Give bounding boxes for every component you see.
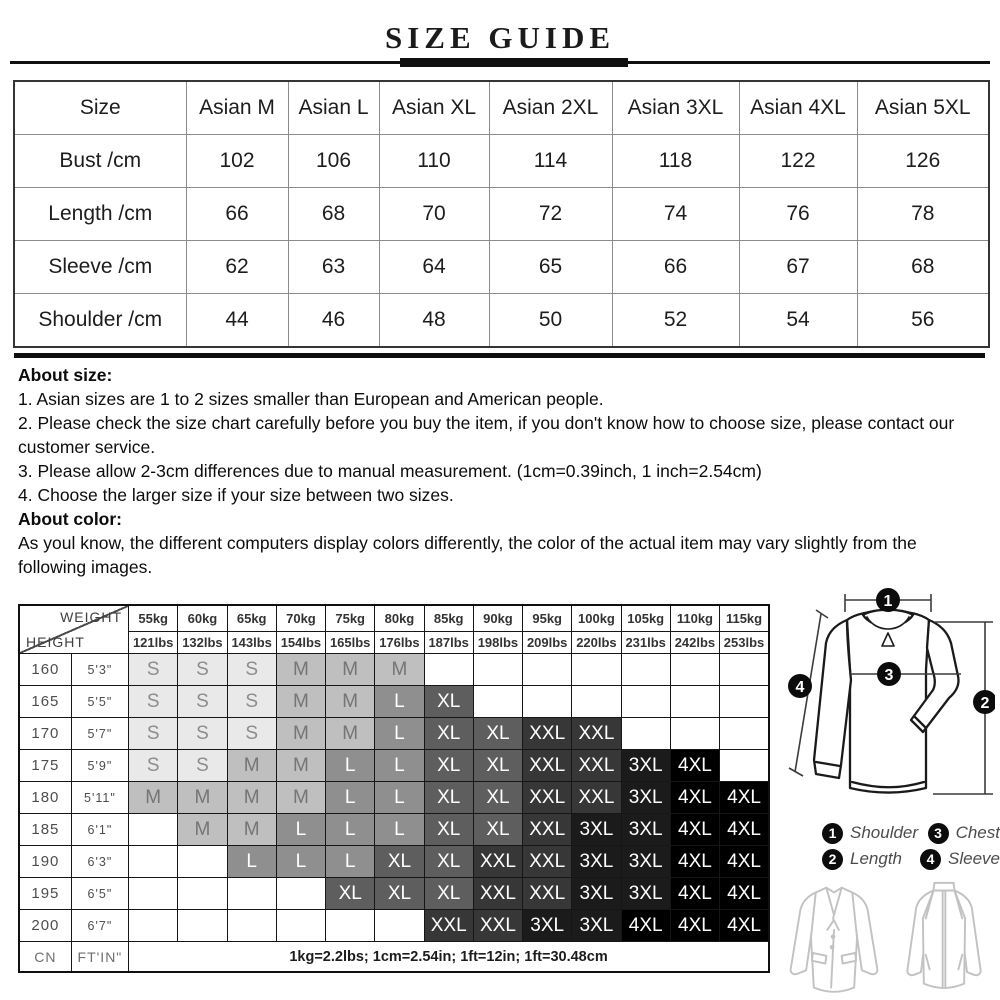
matrix-height-ft: 5'3" xyxy=(71,654,128,686)
matrix-size-cell: 4XL xyxy=(670,910,719,942)
matrix-size-cell xyxy=(670,654,719,686)
matrix-weight-lbs-header: 231lbs xyxy=(621,632,670,654)
matrix-size-cell: 4XL xyxy=(670,782,719,814)
matrix-weight-lbs-header: 220lbs xyxy=(572,632,621,654)
matrix-weight-kg-header: 80kg xyxy=(375,605,424,632)
matrix-size-cell: XL xyxy=(424,782,473,814)
matrix-size-cell: XL xyxy=(424,846,473,878)
size-table-cell: 118 xyxy=(612,135,739,188)
matrix-size-cell xyxy=(473,654,522,686)
about-heading: About color: xyxy=(18,509,123,529)
matrix-footer-row xyxy=(19,942,769,973)
matrix-size-cell xyxy=(572,686,621,718)
size-table-row-label: Sleeve /cm xyxy=(14,241,186,294)
size-table-cell: 70 xyxy=(379,188,489,241)
matrix-row xyxy=(19,654,769,686)
matrix-size-cell: 4XL xyxy=(720,910,769,942)
matrix-size-cell xyxy=(572,654,621,686)
about-line: As youl know, the different computers display colors differently, the color of the actual item may vary slightly from the following images. xyxy=(18,533,917,577)
size-table-row xyxy=(14,241,989,294)
matrix-size-cell: XXL xyxy=(523,878,572,910)
matrix-size-cell: 3XL xyxy=(621,750,670,782)
matrix-size-cell: M xyxy=(178,814,227,846)
matrix-size-cell: XXL xyxy=(523,782,572,814)
about-line: 4. Choose the larger size if your size between two sizes. xyxy=(18,485,454,505)
matrix-corner-weight-label: WEIGHT xyxy=(60,609,123,625)
legend-label: Shoulder xyxy=(850,823,919,842)
matrix-size-cell: XL xyxy=(424,750,473,782)
size-table-row-label: Bust /cm xyxy=(14,135,186,188)
matrix-weight-lbs-header: 121lbs xyxy=(129,632,178,654)
matrix-size-cell xyxy=(720,686,769,718)
matrix-size-cell: S xyxy=(178,750,227,782)
matrix-size-cell xyxy=(720,718,769,750)
matrix-weight-lbs-header: 242lbs xyxy=(670,632,719,654)
legend-item xyxy=(822,823,928,844)
legend-label: Length xyxy=(850,849,902,868)
matrix-size-cell: M xyxy=(129,782,178,814)
matrix-size-cell: S xyxy=(227,654,276,686)
jacket-sketches xyxy=(778,880,1000,1000)
matrix-height-cm: 185 xyxy=(19,814,71,846)
svg-text:4: 4 xyxy=(795,678,805,696)
matrix-size-cell: XL xyxy=(473,750,522,782)
zip-jacket-icon xyxy=(896,880,992,1000)
matrix-footer-ftin: FT'IN" xyxy=(71,942,128,973)
matrix-size-cell: S xyxy=(178,654,227,686)
measurement-diagram-column xyxy=(778,586,1000,1000)
svg-text:3: 3 xyxy=(884,666,894,684)
size-table-cell: 63 xyxy=(288,241,379,294)
matrix-size-cell: L xyxy=(375,750,424,782)
matrix-weight-kg-header: 70kg xyxy=(276,605,325,632)
matrix-size-cell: L xyxy=(326,814,375,846)
matrix-size-cell xyxy=(276,910,325,942)
matrix-size-cell xyxy=(720,654,769,686)
matrix-height-ft: 5'11" xyxy=(71,782,128,814)
matrix-size-cell xyxy=(473,686,522,718)
svg-text:2: 2 xyxy=(980,694,990,712)
matrix-weight-lbs-header: 143lbs xyxy=(227,632,276,654)
size-table-column-header: Asian 2XL xyxy=(489,81,612,135)
size-table-header-row xyxy=(14,81,989,135)
matrix-size-cell: 4XL xyxy=(670,878,719,910)
matrix-size-cell xyxy=(424,654,473,686)
matrix-size-cell: 3XL xyxy=(572,814,621,846)
size-table-cell: 48 xyxy=(379,294,489,348)
title-underline-thick xyxy=(400,58,628,67)
matrix-size-cell: M xyxy=(276,654,325,686)
size-table-column-header: Asian XL xyxy=(379,81,489,135)
matrix-size-cell xyxy=(621,686,670,718)
matrix-lbs-header-row xyxy=(19,632,769,654)
matrix-weight-lbs-header: 132lbs xyxy=(178,632,227,654)
legend-item xyxy=(822,849,920,870)
legend-label: Sleeve xyxy=(948,849,1000,868)
matrix-size-cell: XXL xyxy=(473,846,522,878)
matrix-size-cell: L xyxy=(375,782,424,814)
height-weight-matrix xyxy=(18,604,770,973)
size-table-cell: 72 xyxy=(489,188,612,241)
matrix-size-cell: S xyxy=(178,718,227,750)
matrix-size-cell: 4XL xyxy=(720,846,769,878)
size-table-cell: 50 xyxy=(489,294,612,348)
matrix-size-cell: XXL xyxy=(424,910,473,942)
size-table-cell: 78 xyxy=(857,188,989,241)
matrix-corner-cell xyxy=(19,605,129,654)
legend-label: Chest xyxy=(955,823,1000,842)
matrix-weight-kg-header: 60kg xyxy=(178,605,227,632)
legend-number-badge: 4 xyxy=(920,849,941,870)
matrix-size-cell xyxy=(670,686,719,718)
matrix-size-cell xyxy=(178,910,227,942)
size-table-cell: 76 xyxy=(739,188,857,241)
matrix-height-cm: 160 xyxy=(19,654,71,686)
matrix-size-cell: L xyxy=(375,718,424,750)
matrix-height-cm: 195 xyxy=(19,878,71,910)
matrix-size-cell xyxy=(375,910,424,942)
size-table-column-header: Asian L xyxy=(288,81,379,135)
matrix-size-cell: XL xyxy=(375,846,424,878)
size-table-cell: 54 xyxy=(739,294,857,348)
size-table-cell: 102 xyxy=(186,135,288,188)
size-table-cell: 114 xyxy=(489,135,612,188)
matrix-size-cell: 3XL xyxy=(572,878,621,910)
matrix-size-cell xyxy=(523,654,572,686)
matrix-size-cell: M xyxy=(276,782,325,814)
svg-text:1: 1 xyxy=(883,592,893,610)
size-table-column-header: Asian 5XL xyxy=(857,81,989,135)
matrix-row xyxy=(19,846,769,878)
size-table-row xyxy=(14,188,989,241)
matrix-size-cell: L xyxy=(276,846,325,878)
matrix-size-cell: 4XL xyxy=(621,910,670,942)
matrix-size-cell: 4XL xyxy=(670,846,719,878)
page-title: SIZE GUIDE xyxy=(384,20,616,55)
about-line: 3. Please allow 2-3cm differences due to manual measurement. (1cm=0.39inch, 1 inch=2.54cm) xyxy=(18,461,762,481)
matrix-size-cell: 3XL xyxy=(621,878,670,910)
size-table-cell: 122 xyxy=(739,135,857,188)
matrix-size-cell: M xyxy=(227,782,276,814)
matrix-size-cell: M xyxy=(276,686,325,718)
matrix-size-cell: XXL xyxy=(523,814,572,846)
matrix-size-cell: XL xyxy=(473,782,522,814)
matrix-size-cell: 3XL xyxy=(621,782,670,814)
legend-number-badge: 3 xyxy=(928,823,949,844)
matrix-size-cell: XXL xyxy=(523,846,572,878)
legend-number-badge: 1 xyxy=(822,823,843,844)
matrix-weight-kg-header: 95kg xyxy=(523,605,572,632)
matrix-weight-kg-header: 90kg xyxy=(473,605,522,632)
matrix-height-ft: 6'5" xyxy=(71,878,128,910)
matrix-size-cell: L xyxy=(227,846,276,878)
about-text-block xyxy=(18,363,986,579)
matrix-weight-kg-header: 110kg xyxy=(670,605,719,632)
size-table xyxy=(13,80,990,348)
size-table-cell: 67 xyxy=(739,241,857,294)
size-table-column-header: Asian 3XL xyxy=(612,81,739,135)
matrix-size-cell: 3XL xyxy=(523,910,572,942)
matrix-height-cm: 175 xyxy=(19,750,71,782)
matrix-size-cell: 4XL xyxy=(720,782,769,814)
matrix-size-cell: S xyxy=(227,718,276,750)
blazer-icon xyxy=(786,880,882,1000)
matrix-row xyxy=(19,910,769,942)
matrix-size-cell: XXL xyxy=(572,750,621,782)
size-table-row-label: Shoulder /cm xyxy=(14,294,186,348)
size-table-column-header: Asian M xyxy=(186,81,288,135)
matrix-size-cell xyxy=(129,846,178,878)
matrix-size-cell xyxy=(523,686,572,718)
matrix-height-ft: 6'7" xyxy=(71,910,128,942)
matrix-weight-kg-header: 105kg xyxy=(621,605,670,632)
matrix-weight-lbs-header: 176lbs xyxy=(375,632,424,654)
matrix-size-cell: XXL xyxy=(473,910,522,942)
matrix-size-cell xyxy=(129,878,178,910)
matrix-height-cm: 180 xyxy=(19,782,71,814)
matrix-size-cell: 4XL xyxy=(670,750,719,782)
matrix-weight-lbs-header: 154lbs xyxy=(276,632,325,654)
size-table-cell: 68 xyxy=(288,188,379,241)
matrix-weight-lbs-header: 187lbs xyxy=(424,632,473,654)
matrix-size-cell: XL xyxy=(424,718,473,750)
matrix-size-cell: M xyxy=(375,654,424,686)
matrix-size-cell xyxy=(670,718,719,750)
matrix-kg-header-row xyxy=(19,605,769,632)
matrix-size-cell xyxy=(227,878,276,910)
size-table-column-header: Asian 4XL xyxy=(739,81,857,135)
size-table-row-label: Length /cm xyxy=(14,188,186,241)
matrix-weight-lbs-header: 253lbs xyxy=(720,632,769,654)
legend-number-badge: 2 xyxy=(822,849,843,870)
matrix-row xyxy=(19,750,769,782)
size-table-row xyxy=(14,294,989,348)
matrix-size-cell xyxy=(129,814,178,846)
about-line: 1. Asian sizes are 1 to 2 sizes smaller than European and American people. xyxy=(18,389,604,409)
matrix-size-cell xyxy=(326,910,375,942)
matrix-height-ft: 5'7" xyxy=(71,718,128,750)
matrix-size-cell: S xyxy=(227,686,276,718)
size-table-cell: 44 xyxy=(186,294,288,348)
size-table-row xyxy=(14,135,989,188)
matrix-row xyxy=(19,814,769,846)
matrix-size-cell: XL xyxy=(473,814,522,846)
matrix-size-cell: M xyxy=(227,750,276,782)
matrix-size-cell: 4XL xyxy=(720,814,769,846)
matrix-size-cell xyxy=(178,878,227,910)
matrix-weight-kg-header: 100kg xyxy=(572,605,621,632)
matrix-weight-kg-header: 55kg xyxy=(129,605,178,632)
matrix-size-cell: L xyxy=(326,782,375,814)
matrix-size-cell: M xyxy=(276,750,325,782)
legend-row xyxy=(822,846,1000,872)
matrix-size-cell: M xyxy=(276,718,325,750)
matrix-size-cell: 4XL xyxy=(670,814,719,846)
matrix-size-cell: S xyxy=(178,686,227,718)
matrix-row xyxy=(19,686,769,718)
legend-item xyxy=(928,823,1000,844)
matrix-size-cell: 3XL xyxy=(572,846,621,878)
size-table-cell: 56 xyxy=(857,294,989,348)
matrix-size-cell: XL xyxy=(424,814,473,846)
matrix-height-cm: 165 xyxy=(19,686,71,718)
matrix-weight-kg-header: 85kg xyxy=(424,605,473,632)
matrix-size-cell: XXL xyxy=(473,878,522,910)
matrix-size-cell: S xyxy=(129,718,178,750)
matrix-height-cm: 170 xyxy=(19,718,71,750)
size-table-cell: 126 xyxy=(857,135,989,188)
matrix-size-cell: M xyxy=(326,686,375,718)
matrix-size-cell xyxy=(276,878,325,910)
matrix-size-cell: 3XL xyxy=(621,846,670,878)
matrix-size-cell xyxy=(129,910,178,942)
size-table-cell: 68 xyxy=(857,241,989,294)
matrix-size-cell: M xyxy=(227,814,276,846)
matrix-row xyxy=(19,782,769,814)
matrix-size-cell: M xyxy=(326,654,375,686)
matrix-size-cell: M xyxy=(326,718,375,750)
matrix-size-cell: L xyxy=(375,686,424,718)
matrix-size-cell: XL xyxy=(424,878,473,910)
matrix-size-cell xyxy=(227,910,276,942)
matrix-size-cell: L xyxy=(276,814,325,846)
matrix-size-cell: XXL xyxy=(523,718,572,750)
matrix-size-cell: L xyxy=(326,750,375,782)
matrix-weight-lbs-header: 209lbs xyxy=(523,632,572,654)
matrix-size-cell xyxy=(621,718,670,750)
matrix-row xyxy=(19,878,769,910)
matrix-height-ft: 5'9" xyxy=(71,750,128,782)
matrix-weight-kg-header: 65kg xyxy=(227,605,276,632)
matrix-size-cell xyxy=(621,654,670,686)
size-table-column-header: Size xyxy=(14,81,186,135)
matrix-size-cell: XL xyxy=(326,878,375,910)
measure-legend xyxy=(822,820,1000,872)
matrix-size-cell: 3XL xyxy=(621,814,670,846)
matrix-weight-lbs-header: 198lbs xyxy=(473,632,522,654)
matrix-size-cell: S xyxy=(129,654,178,686)
size-table-cell: 52 xyxy=(612,294,739,348)
matrix-weight-kg-header: 75kg xyxy=(326,605,375,632)
size-table-cell: 66 xyxy=(186,188,288,241)
matrix-size-cell: S xyxy=(129,750,178,782)
matrix-height-ft: 6'3" xyxy=(71,846,128,878)
matrix-size-cell: M xyxy=(178,782,227,814)
matrix-size-cell: XXL xyxy=(572,718,621,750)
matrix-corner-height-label: HEIGHT xyxy=(26,634,85,650)
matrix-size-cell: XXL xyxy=(523,750,572,782)
sweatshirt-left-sleeve xyxy=(814,620,851,778)
sweatshirt-measure-diagram xyxy=(783,586,995,818)
size-table-cell: 46 xyxy=(288,294,379,348)
matrix-height-ft: 6'1" xyxy=(71,814,128,846)
size-table-cell: 74 xyxy=(612,188,739,241)
about-line: 2. Please check the size chart carefully before you buy the item, if you don't know how to choose size, please contact our customer service. xyxy=(18,413,955,457)
about-heading: About size: xyxy=(18,365,113,385)
matrix-weight-lbs-header: 165lbs xyxy=(326,632,375,654)
legend-row xyxy=(822,820,1000,846)
size-table-cell: 106 xyxy=(288,135,379,188)
matrix-footer-cn: CN xyxy=(19,942,71,973)
matrix-height-ft: 5'5" xyxy=(71,686,128,718)
matrix-size-cell xyxy=(720,750,769,782)
size-table-cell: 66 xyxy=(612,241,739,294)
matrix-size-cell: L xyxy=(326,846,375,878)
size-table-cell: 65 xyxy=(489,241,612,294)
matrix-height-cm: 200 xyxy=(19,910,71,942)
matrix-size-cell: S xyxy=(129,686,178,718)
matrix-size-cell: L xyxy=(375,814,424,846)
matrix-row xyxy=(19,718,769,750)
matrix-size-cell: 3XL xyxy=(572,910,621,942)
section-divider xyxy=(14,353,985,358)
matrix-size-cell: 4XL xyxy=(720,878,769,910)
matrix-height-cm: 190 xyxy=(19,846,71,878)
matrix-weight-kg-header: 115kg xyxy=(720,605,769,632)
legend-item xyxy=(920,849,1000,870)
matrix-size-cell: XL xyxy=(473,718,522,750)
matrix-size-cell: XL xyxy=(375,878,424,910)
matrix-size-cell xyxy=(178,846,227,878)
size-table-cell: 110 xyxy=(379,135,489,188)
size-table-cell: 62 xyxy=(186,241,288,294)
matrix-size-cell: XL xyxy=(424,686,473,718)
size-table-cell: 64 xyxy=(379,241,489,294)
matrix-conversion-note: 1kg=2.2lbs; 1cm=2.54in; 1ft=12in; 1ft=30.48cm xyxy=(129,942,769,973)
matrix-size-cell: XXL xyxy=(572,782,621,814)
